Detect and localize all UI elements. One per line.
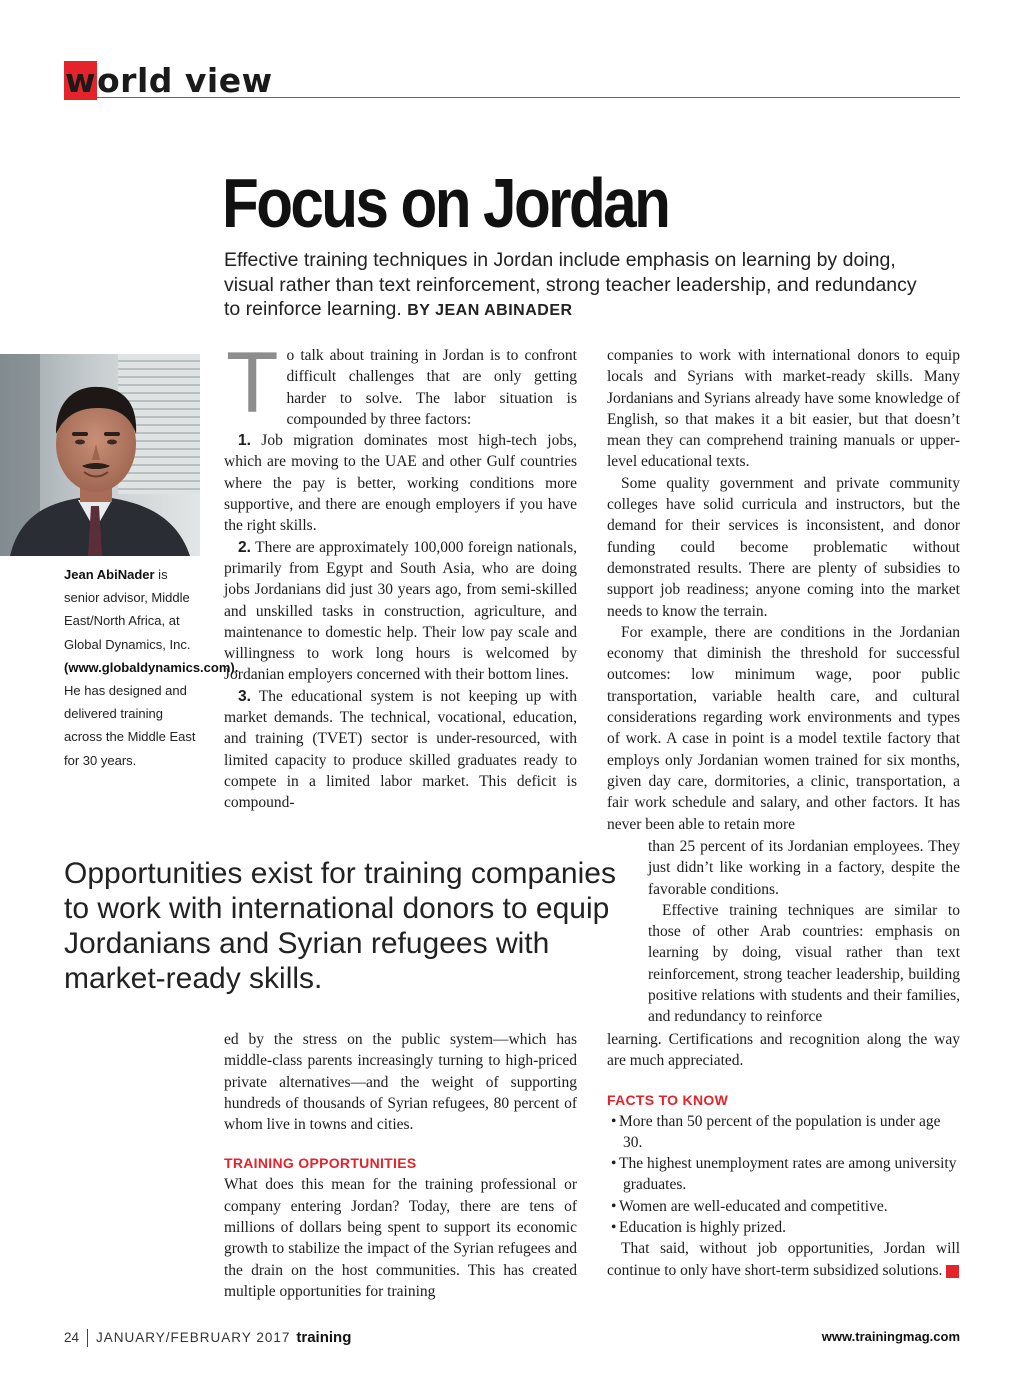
footer-divider xyxy=(87,1329,88,1347)
t-logo-icon: t xyxy=(946,1265,959,1278)
col2-paragraph-1: companies to work with international donors to equip locals and Syrians with market-ready skills. Many Jordanians and Syrians already have some knowledge of English, so that makes it a bit easier, but that doesn’t mean they can comprehend training manuals or upper-level educational texts. xyxy=(607,347,960,471)
body-column-2-bottom xyxy=(607,1029,966,1281)
training-paragraph: What does this mean for the training professional or company entering Jordan? Today, there are tens of millions of dollars being spent to support its economic growth to stabilize the impact of the Syrian refugees and the drain on the host communities. This has created multiple opportunities for training xyxy=(224,1176,577,1300)
fact-item: • Women are well-educated and competitive. xyxy=(607,1196,960,1217)
facts-list xyxy=(607,1111,960,1239)
col2-paragraph-4: Effective training techniques are similar to those of other Arab countries: emphasis on learning by doing, visual rather than text reinforcement, strong teacher leadership, building positive relations with students and their families, and redundancy to reinforce xyxy=(648,901,960,1026)
section-header xyxy=(64,62,960,98)
fact-item: • Education is highly prized. xyxy=(607,1217,960,1238)
body-column-2-top xyxy=(607,345,960,835)
factor-2-text: There are approximately 100,000 foreign nationals, primarily from Egypt and South Asia, who are doing jobs Jordanians did just 30 years ago, from semi-skilled and unskilled tasks in construction, agriculture, and maintenance to domestic help. Their low pay scale and willingness to work long hours is welcomed by Jordanian employers concerned with their bottom lines. xyxy=(224,538,577,684)
factor-1-text: Job migration dominates most high-tech jobs, which are moving to the UAE and other Gulf countries where the pay is better, working conditions more supportive, and there are enough employers if you have the right skills. xyxy=(224,432,577,535)
pull-quote: Opportunities exist for training companies to work with international donors to equip Jordanians and Syrian refugees with market-ready skills. xyxy=(64,857,616,995)
col2-paragraph-3-continued: than 25 percent of its Jordanian employees. They just didn’t like working in a factory, despite the favorable conditions. xyxy=(648,838,960,898)
col2-paragraph-4-continued: learning. Certifications and recognition along the way are much appreciated. xyxy=(607,1031,960,1070)
author-website[interactable]: (www.globaldynamics.com). xyxy=(64,659,239,675)
factor-2-number: 2. xyxy=(238,538,251,556)
drop-cap: T xyxy=(226,335,279,431)
body-column-1-top xyxy=(224,335,577,814)
intro-text: o talk about training in Jordan is to confront difficult challenges that are only getting harder to solve. The labor situation is compounded by three factors: xyxy=(286,347,577,428)
subhead-training-opportunities: TRAINING OPPORTUNITIES xyxy=(224,1155,417,1172)
issue-date: JANUARY/FEBRUARY 2017 xyxy=(96,1330,291,1345)
fact-item: • The highest unemployment rates are among university graduates. xyxy=(607,1153,960,1196)
footer-left xyxy=(64,1329,351,1347)
author-photo-image xyxy=(0,354,200,556)
page-number: 24 xyxy=(64,1330,80,1345)
body-column-2-middle xyxy=(648,836,960,1028)
magazine-name: training xyxy=(296,1329,352,1346)
factor-2-paragraph xyxy=(224,537,577,686)
closing-paragraph xyxy=(607,1238,966,1281)
body-column-1-bottom xyxy=(224,1029,577,1302)
author-bio xyxy=(64,563,239,772)
fact-item: • More than 50 percent of the population is under age 30. xyxy=(607,1111,960,1154)
section-label xyxy=(64,61,273,100)
factor-3-text: The educational system is not keeping up with market demands. The technical, vocational, education, and training (TVET) sector is under-resourced, with limited capacity to produce skilled graduates ready to compete in a limited labor market. This deficit is compound- xyxy=(224,687,577,812)
subhead-facts-to-know: FACTS TO KNOW xyxy=(607,1091,729,1108)
dek-text: Effective training techniques in Jordan include emphasis on learning by doing, visual rather than text reinforcement, strong teacher leadership, and redundancy to reinforce learning. xyxy=(224,249,917,320)
factor-3-paragraph xyxy=(224,686,577,814)
factor-3-continued: ed by the stress on the public system—which has middle-class parents increasingly turning to high-priced private alternatives—and the weight of supporting hundreds of thousands of Syrian refugees, 80 percent of whom live in towns and cities. xyxy=(224,1031,577,1134)
col2-paragraph-2: Some quality government and private community colleges have solid curricula and instructors, but the demand for their services is inconsistent, and donor funding could become problematic without demonstrated results. There are plenty of subsidies to support job readiness; anyone coming into the market needs to know the terrain. xyxy=(607,474,960,620)
factor-3-number: 3. xyxy=(238,687,251,705)
byline: BY JEAN ABINADER xyxy=(407,302,573,319)
page-footer xyxy=(64,1329,960,1351)
article-dek xyxy=(224,248,924,324)
factor-1-number: 1. xyxy=(238,432,251,450)
intro-paragraph xyxy=(224,335,577,431)
author-bio-text-1: is senior advisor, Middle East/North Africa, at Global Dynamics, Inc. xyxy=(64,567,191,652)
factor-1-paragraph xyxy=(224,430,577,536)
author-photo xyxy=(0,354,200,556)
footer-website[interactable]: www.trainingmag.com xyxy=(821,1329,960,1344)
col2-paragraph-3: For example, there are conditions in the Jordanian economy that diminish the threshold for successful outcomes: low minimum wage, poor public transportation, variable health care, and cultural considerations regarding work environments and types of work. A case in point is a model textile factory that employs only Jordanian women trained for six months, given day care, dormitories, a clinic, transportation, a fair work schedule and salary, and other factors. It has never been able to retain more xyxy=(607,623,960,833)
closing-text: That said, without job opportunities, Jordan will continue to only have short-term subsidized solutions. xyxy=(607,1240,960,1279)
author-bio-text-2: He has designed and delivered training across the Middle East for 30 years. xyxy=(64,683,196,768)
section-label-rest: orld view xyxy=(97,61,273,100)
section-label-initial: w xyxy=(65,61,96,100)
article-title: Focus on Jordan xyxy=(222,164,669,242)
author-name: Jean AbiNader xyxy=(64,567,155,582)
